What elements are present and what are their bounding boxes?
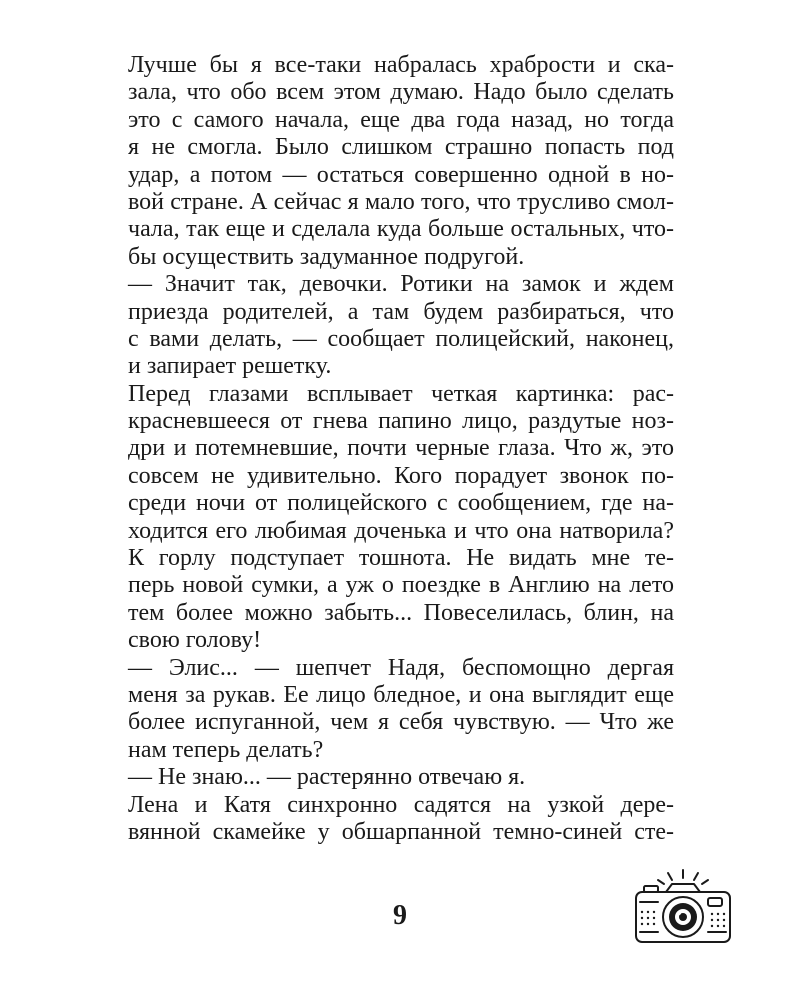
text-line: — Элис... — шепчет Надя, беспомощно дергая — [128, 654, 674, 681]
text-line: — Не знаю... — растерянно отвечаю я. — [128, 764, 526, 791]
text-line: Перед глазами всплывает четкая картинка: рас- — [128, 380, 674, 407]
text-line: дри и потемневшие, почти черные глаза. Что ж, это — [128, 435, 674, 462]
text-line: меня за рукав. Ее лицо бледное, и она выглядит еще — [128, 681, 674, 708]
text-line: Лена и Катя синхронно садятся на узкой дере- — [128, 791, 674, 818]
text-line: бы осуществить задуманное подругой. — [128, 243, 525, 270]
text-line: с вами делать, — сообщает полицейский, наконец, — [128, 325, 674, 352]
text-line: вянной скамейке у обшарпанной темно-синей сте- — [128, 818, 674, 845]
text-line: — Значит так, девочки. Ротики на замок и ждем — [128, 271, 674, 298]
text-line: вой стране. А сейчас я мало того, что трусливо смол- — [128, 188, 674, 215]
text-line: К горлу подступает тошнота. Не видать мне те- — [128, 545, 674, 572]
page-number: 9 — [393, 900, 407, 931]
text-line: тем более можно забыть... Повеселилась, блин, на — [128, 599, 674, 626]
text-line: Лучше бы я все-таки набралась храбрости и ска- — [128, 52, 674, 78]
text-line: и запирает решетку. — [128, 353, 332, 380]
text-line: я не смогла. Было слишком страшно попасть под — [128, 134, 674, 161]
text-line: нам теперь делать? — [128, 736, 324, 763]
text-line: перь новой сумки, а уж о поездке в Англию на лето — [128, 572, 674, 599]
text-line: совсем не удивительно. Кого порадует звонок по- — [128, 462, 674, 489]
text-line: свою голову! — [128, 627, 262, 654]
text-line: среди ночи от полицейского с сообщением, где на- — [128, 490, 674, 517]
text-line: ходится его любимая доченька и что она натворила? — [128, 517, 674, 544]
camera-icon — [628, 868, 738, 948]
text-line: более испуганной, чем я себя чувствую. — Что же — [128, 709, 674, 736]
body-text — [128, 52, 674, 846]
text-line: красневшееся от гнева папино лицо, раздутые ноз- — [128, 408, 674, 435]
text-line: удар, а потом — остаться совершенно одной в но- — [128, 161, 674, 188]
text-line: это с самого начала, еще два года назад, но тогда — [128, 106, 674, 133]
text-line: зала, что обо всем этом думаю. Надо было сделать — [128, 79, 674, 106]
text-line: чала, так еще и сделала куда больше остальных, что- — [128, 216, 674, 243]
text-line: приезда родителей, а там будем разбираться, что — [128, 298, 674, 325]
